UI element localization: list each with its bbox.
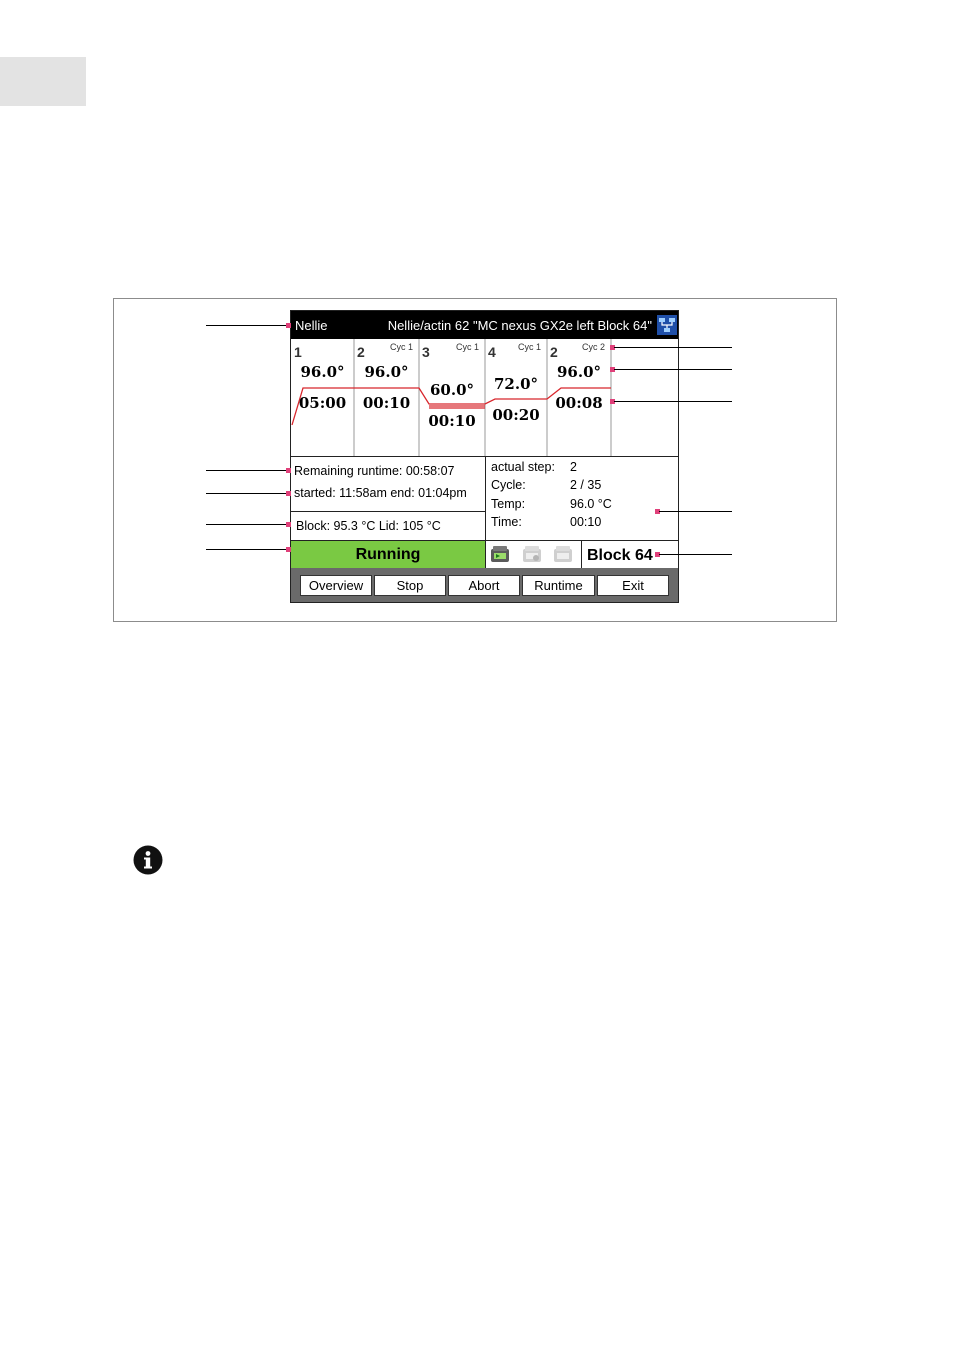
callout-line xyxy=(614,347,732,348)
actual-step-value: 2 xyxy=(570,460,577,474)
remaining-runtime: Remaining runtime: 00:58:07 xyxy=(294,464,455,478)
profile-step xyxy=(485,339,547,456)
start-end-time: started: 11:58am end: 01:04pm xyxy=(294,486,467,500)
button-bar xyxy=(291,568,679,603)
step-number: 3 xyxy=(422,344,430,360)
profile-step xyxy=(547,339,611,456)
step-time: 00:08 xyxy=(555,394,603,412)
callout-line xyxy=(206,470,288,471)
cycle-label: Cycle: xyxy=(491,478,526,492)
run-status-screen xyxy=(290,310,679,603)
callout-line xyxy=(614,401,732,402)
chapter-tab-marker xyxy=(0,57,86,106)
callout-line xyxy=(206,524,288,525)
step-temperature: 72.0° xyxy=(493,375,539,393)
step-cycle: Cyc 2 xyxy=(581,342,605,352)
info-divider xyxy=(291,511,485,512)
step-cycle: Cyc 1 xyxy=(455,342,479,352)
callout-dot xyxy=(286,522,291,527)
step-time: 00:10 xyxy=(362,394,411,412)
actual-step-label: actual step: xyxy=(491,460,555,474)
step-number: 2 xyxy=(357,344,365,360)
time-value: 00:10 xyxy=(570,515,602,529)
callout-line xyxy=(614,369,732,370)
info-icon xyxy=(133,845,163,875)
actual-step-panel xyxy=(486,457,679,540)
status-bar xyxy=(291,540,679,568)
network-icon xyxy=(657,315,677,335)
callout-line xyxy=(206,549,288,550)
callout-line xyxy=(659,554,732,555)
block-label: Block 64 xyxy=(587,547,653,564)
step-time: 05:00 xyxy=(298,394,347,412)
title-bar xyxy=(291,311,679,339)
time-label: Time: xyxy=(491,515,522,529)
step-number: 1 xyxy=(294,344,302,360)
step-temperature: 96.0° xyxy=(364,363,409,381)
callout-dot xyxy=(286,491,291,496)
block-icons xyxy=(486,541,582,568)
step-time: 00:10 xyxy=(428,412,476,430)
runtime-button[interactable]: Runtime xyxy=(522,575,595,596)
user-name: Nellie xyxy=(295,318,328,333)
block-inactive-icon[interactable] xyxy=(522,545,542,563)
block-lid-temperature: Block: 95.3 °C Lid: 105 °C xyxy=(296,519,441,533)
callout-dot xyxy=(286,547,291,552)
block-active-icon[interactable] xyxy=(490,545,510,563)
run-info-panel xyxy=(291,457,486,540)
temp-value: 96.0 °C xyxy=(570,497,612,511)
block-inactive-icon[interactable] xyxy=(553,545,573,563)
callout-line xyxy=(659,511,732,512)
program-name: Nellie/actin 62 "MC nexus GX2e left Block 64" xyxy=(387,318,652,333)
callout-dot xyxy=(286,468,291,473)
profile-step xyxy=(419,339,485,456)
overview-button[interactable]: Overview xyxy=(300,575,372,596)
callout-line xyxy=(206,325,288,326)
step-temperature: 60.0° xyxy=(429,381,475,399)
exit-button[interactable]: Exit xyxy=(597,575,669,596)
running-status: Running xyxy=(291,541,486,568)
callout-line xyxy=(206,493,288,494)
step-cycle: Cyc 1 xyxy=(517,342,541,352)
temp-label: Temp: xyxy=(491,497,526,511)
profile-step xyxy=(291,339,354,456)
step-temperature: 96.0° xyxy=(300,363,345,381)
abort-button[interactable]: Abort xyxy=(448,575,520,596)
profile-step xyxy=(354,339,419,456)
step-number: 4 xyxy=(488,344,496,360)
cycle-value: 2 / 35 xyxy=(570,478,602,492)
step-time: 00:20 xyxy=(492,406,540,424)
step-cycle: Cyc 1 xyxy=(389,342,413,352)
step-number: 2 xyxy=(550,344,558,360)
step-temperature: 96.0° xyxy=(556,363,602,381)
temperature-profile xyxy=(291,339,679,457)
stop-button[interactable]: Stop xyxy=(374,575,446,596)
callout-dot xyxy=(286,323,291,328)
